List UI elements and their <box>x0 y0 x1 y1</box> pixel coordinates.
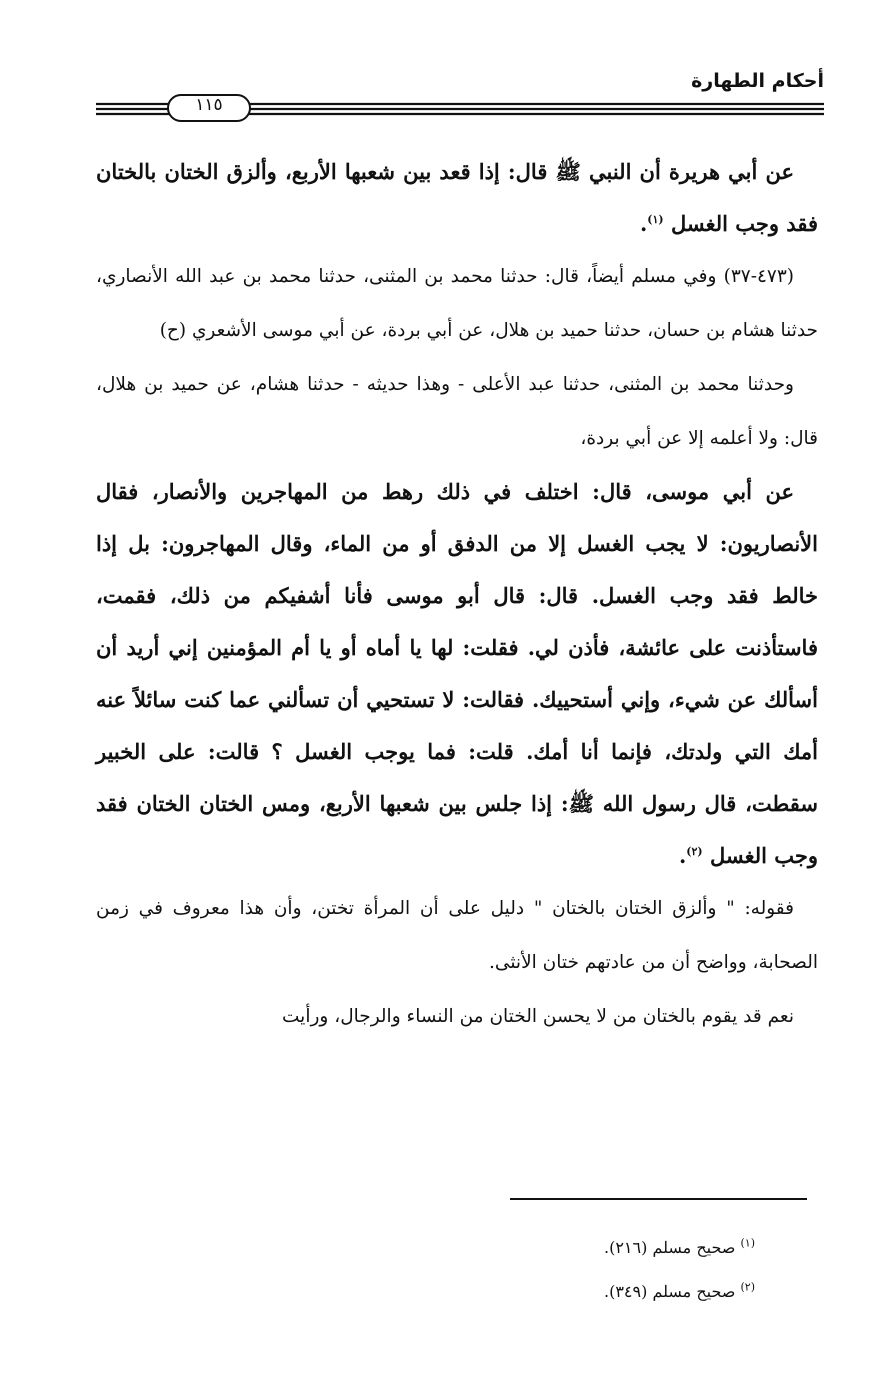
footnote-text: صحيح مسلم (٢١٦). <box>604 1238 736 1257</box>
footnote <box>604 1226 755 1270</box>
page-number: ١١٥ <box>195 95 223 115</box>
footnote <box>604 1270 755 1314</box>
footnote-divider <box>510 1198 807 1200</box>
footnote-ref: (٢) <box>686 845 703 858</box>
paragraph-text: عن أبي هريرة أن النبي ﷺ قال: إذا قعد بين شعبها الأربع، وألزق الختان بالختان فقد وجب الغسل <box>96 159 818 236</box>
footnote-text: صحيح مسلم (٣٤٩). <box>604 1282 736 1301</box>
footnote-number: (٢) <box>740 1280 755 1294</box>
footnote-number: (١) <box>740 1236 755 1250</box>
footnote-ref: (١) <box>647 213 664 226</box>
paragraph <box>96 882 818 990</box>
page-header <box>96 58 824 128</box>
paragraph-text: نعم قد يقوم بالختان من لا يحسن الختان من النساء والرجال، ورأيت <box>282 1006 794 1027</box>
paragraph-text: فقوله: " وألزق الختان بالختان " دليل على أن المرأة تختن، وأن هذا معروف في زمن الصحابة، وواضح أن من عادتهم ختان الأنثى. <box>96 898 818 973</box>
paragraph-text: (٤٧٣-٣٧) وفي مسلم أيضاً، قال: حدثنا محمد بن المثنى، حدثنا محمد بن عبد الله الأنصاري، حدثنا هشام بن حسان، حدثنا حميد بن هلال، عن أبي بردة، عن أبي موسى الأشعري (ح) <box>96 266 818 341</box>
paragraph <box>96 990 818 1044</box>
paragraph-text: وحدثنا محمد بن المثنى، حدثنا عبد الأعلى - وهذا حديثه - حدثنا هشام، عن حميد بن هلال، قال: ولا أعلمه إلا عن أبي بردة، <box>96 374 818 449</box>
paragraph-tail: . <box>639 211 648 236</box>
paragraph <box>96 250 818 358</box>
paragraph <box>96 146 818 250</box>
page-body <box>96 146 818 1044</box>
paragraph-text: عن أبي موسى، قال: اختلف في ذلك رهط من المهاجرين والأنصار، فقال الأنصاريون: لا يجب الغسل إلا من الدفق أو من الماء، وقال المهاجرون: بل إذا خالط فقد وجب الغسل. قال: قال أبو موسى فأنا أشفيكم من ذلك، فقمت، فاستأذنت على عائشة، فأذن لي. فقلت: لها يا أماه أو يا أم المؤمنين إني أريد أن أسألك عن شيء، وإني أستحييك. فقالت: لا تستحيي أن تسألني عما كنت سائلاً عنه أمك التي ولدتك، فإنما أنا أمك. قلت: فما يوجب الغسل ؟ قالت: على الخبير سقطت، قال رسول الله ﷺ: إذا جلس بين شعبها الأربع، ومس الختان الختان فقد وجب الغسل <box>96 479 818 868</box>
footnotes <box>604 1226 755 1314</box>
paragraph-tail: . <box>678 843 687 868</box>
running-title: أحكام الطهارة <box>691 70 824 92</box>
paragraph <box>96 466 818 882</box>
paragraph <box>96 358 818 466</box>
